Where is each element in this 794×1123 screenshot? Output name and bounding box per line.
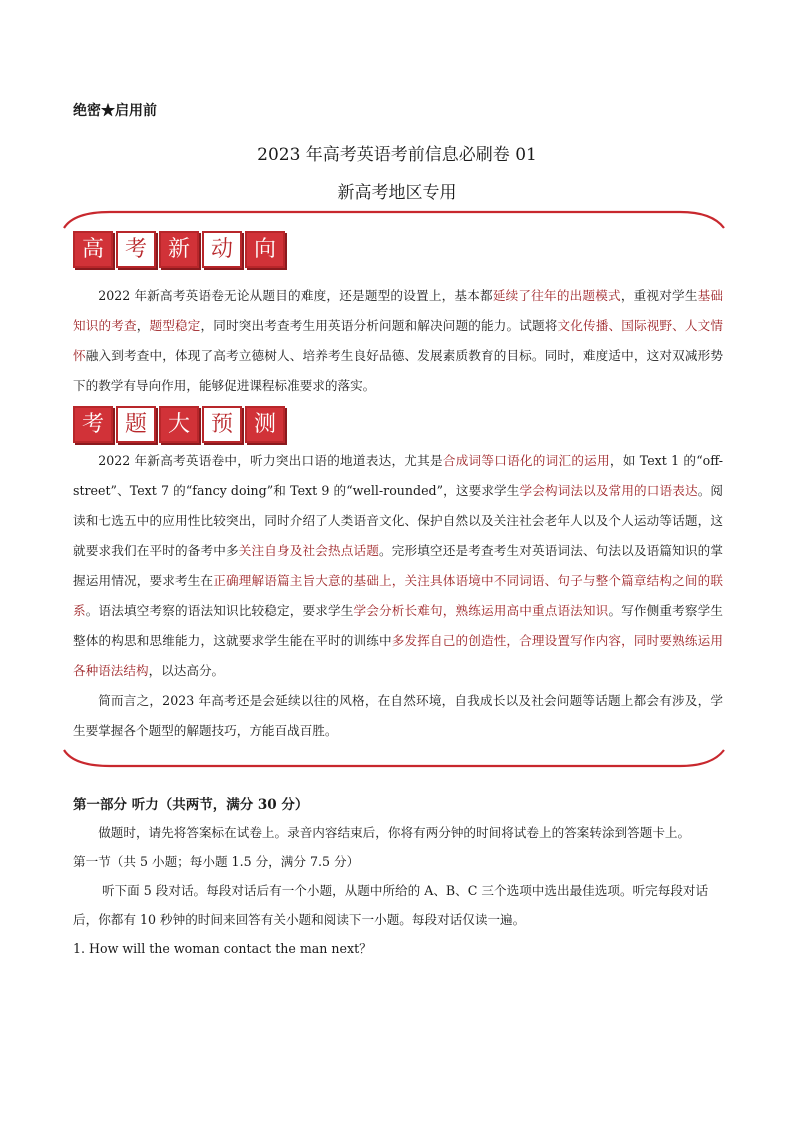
banner-char: 大: [159, 406, 199, 443]
part1-instructions: 做题时，请先将答案标在试卷上。录音内容结束后，你将有两分钟的时间将试卷上的答案转涂到答题卡上。: [98, 825, 691, 840]
banner-exam-forecast: [73, 406, 285, 443]
banner-char: 题: [116, 406, 156, 443]
banner-gaokao-new-trends: [73, 231, 285, 268]
question-1: 1. How will the woman contact the man next？: [73, 941, 372, 956]
forecast-paragraph: 2022 年新高考英语卷中，听力突出口语的地道表达，尤其是合成词等口语化的词汇的运用，如 Text 1 的“off-street”、Text 7 的“fancy doing”和 Text 9 的“well-rounded”，这要求学生学会构词法以及常用的口语表达。阅读和七选五中的应用性比较突出，同时介绍了人类语音文化、保护自然以及关注社会老年人以及个人运动等话题，这就要求我们在平时的备考中多关注自身及社会热点话题。完形填空还是考查考生对英语词法、句法以及语篇知识的掌握运用情况，要求考生在正确理解语篇主旨大意的基础上，关注具体语境中不同词语、句子与整个篇章结构之间的联系。语法填空考察的语法知识比较稳定，要求学生学会分析长难句，熟练运用高中重点语法知识。写作侧重考察学生整体的构思和思维能力，这就要求学生能在平时的训练中多发挥自己的创造性，合理设置写作内容，同时要熟练运用各种语法结构，以达高分。 简而言之，2023 年高考还是会延续以往的风格，在自然环境，自我成长以及社会问题等话题上都会有涉及，学生要掌握各个题型的解题技巧，方能百战百胜。: [73, 446, 723, 746]
banner-char: 预: [202, 406, 242, 443]
trends-paragraph: 2022 年新高考英语卷无论从题目的难度，还是题型的设置上，基本都延续了往年的出题模式，重视对学生基础知识的考查，题型稳定，同时突出考查考生用英语分析问题和解决问题的能力。试题将文化传播、国际视野、人文情怀融入到考查中，体现了高考立德树人、培养考生良好品德、发展素质教育的目标。同时，难度适中，这对双减形势下的教学有导向作用，能够促进课程标准要求的落实。: [73, 288, 724, 393]
banner-char: 高: [73, 231, 113, 268]
page-subtitle: 新高考地区专用: [337, 183, 457, 203]
banner-char: 向: [245, 231, 285, 268]
banner-char: 考: [116, 231, 156, 268]
banner-char: 动: [202, 231, 242, 268]
page-title: 2023 年高考英语考前信息必刷卷 01: [257, 145, 537, 165]
confidential-label: 绝密★启用前: [73, 103, 157, 119]
section1-instructions: 听下面 5 段对话。每段对话后有一个小题，从题中所给的 A、B、C 三个选项中选出最佳选项。听完每段对话后，你都有 10 秒钟的时间来回答有关小题和阅读下一小题。每段对话仅读一遍。: [73, 883, 709, 927]
banner-char: 测: [245, 406, 285, 443]
banner-char: 新: [159, 231, 199, 268]
bottom-decorative-arc: [60, 748, 730, 778]
top-decorative-arc: [60, 200, 730, 230]
part1-body: [73, 818, 723, 963]
summary-paragraph: 简而言之，2023 年高考还是会延续以往的风格，在自然环境，自我成长以及社会问题等话题上都会有涉及，学生要掌握各个题型的解题技巧，方能百战百胜。: [73, 693, 723, 738]
banner-char: 考: [73, 406, 113, 443]
section1-heading: 第一节（共 5 小题；每小题 1.5 分，满分 7.5 分）: [73, 854, 360, 869]
part1-heading: 第一部分 听力（共两节，满分 30 分）: [73, 797, 309, 813]
